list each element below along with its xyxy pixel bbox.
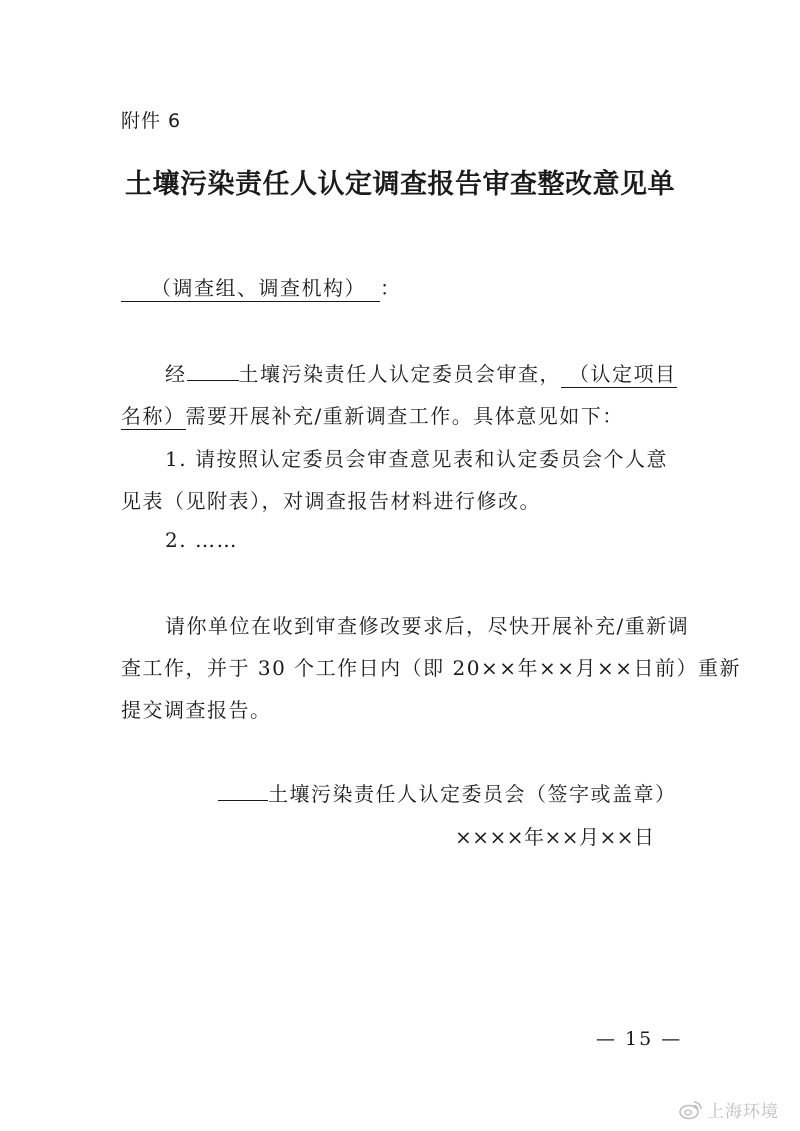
item-1-line-1: 1. 请按照认定委员会审查意见表和认定委员会个人意 <box>165 447 668 471</box>
paragraph-1-line-1: 经 土壤污染责任人认定委员会审查， （认定项目 <box>165 362 677 386</box>
page-number: — 15 — <box>596 1028 683 1050</box>
attachment-label: 附件 6 <box>121 110 182 132</box>
watermark-text: 上海环境 <box>707 1102 779 1122</box>
signature-blank <box>218 782 268 801</box>
signature-date: ××××年××月××日 <box>455 825 655 849</box>
paragraph-1-line-2: 名称）需要开展补充/重新调查工作。具体意见如下： <box>121 404 624 428</box>
addressee-line <box>121 272 402 301</box>
item-1-line-2: 见表（见附表），对调查报告材料进行修改。 <box>121 489 541 513</box>
paragraph-2-line-2: 查工作，并于 30 个工作日内（即 20××年××月××日前）重新 <box>121 656 742 680</box>
paragraph-2-line-3: 提交调查报告。 <box>121 698 272 722</box>
paragraph-2-line-1: 请你单位在收到审查修改要求后，尽快开展补充/重新调 <box>165 614 690 638</box>
item-2: 2. …… <box>165 528 238 552</box>
weibo-icon <box>679 1100 703 1120</box>
watermark <box>679 1097 779 1122</box>
signature-line: 土壤污染责任人认定委员会（签字或盖章） <box>218 778 677 807</box>
page-title: 土壤污染责任人认定调查报告审查整改意见单 <box>125 169 675 200</box>
addressee-field: （调查组、调查机构） <box>121 276 380 302</box>
addressee-colon: ： <box>380 276 402 300</box>
project-name-field-end: 名称） <box>121 404 186 428</box>
committee-name-blank <box>187 362 239 381</box>
project-name-field-start: （认定项目 <box>561 362 677 388</box>
